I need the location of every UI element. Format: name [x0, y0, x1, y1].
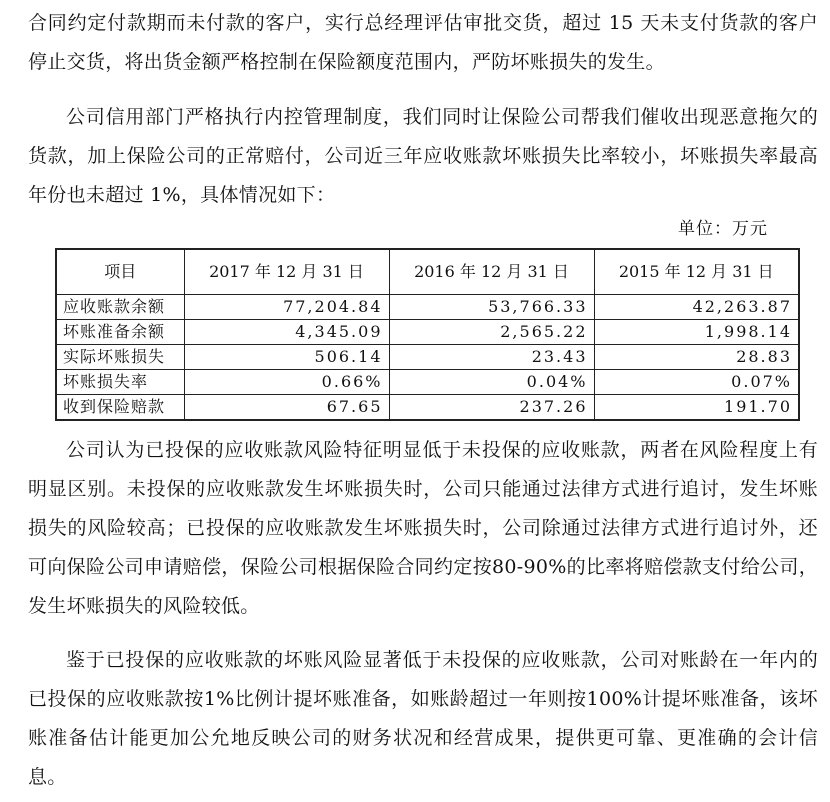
paragraph-2: 公司信用部门严格执行内控管理制度，我们同时让保险公司帮我们催收出现恶意拖欠的货款，加上保险公司的正常赔付，公司近三年应收账款坏账损失比率较小，坏账损失率最高年份也未超过 1%，具体情况如下： [28, 106, 818, 206]
paragraph-3: 公司认为已投保的应收账款风险特征明显低于未投保的应收账款，两者在风险程度上有明显区别。未投保的应收账款发生坏账损失时，公司只能通过法律方式进行追讨，发生坏账损失的风险较高；已投保的应收账款发生坏账损失时，公司除通过法律方式进行追讨外，还可向保险公司申请赔偿，保险公司根据保险合同约定按80-90%的比率将赔偿款支付给公司，发生坏账损失的风险较低。 [28, 439, 818, 617]
cell-2015: 1,998.14 [594, 320, 799, 345]
table-header-row [56, 249, 799, 295]
cell-2017: 0.66% [184, 370, 389, 395]
row-label: 收到保险赔款 [56, 395, 184, 421]
row-label: 应收账款余额 [56, 295, 184, 320]
cell-2016: 2,565.22 [389, 320, 594, 345]
header-2017: 2017 年 12 月 31 日 [184, 249, 389, 295]
cell-2015: 191.70 [594, 395, 799, 421]
cell-2017: 67.65 [184, 395, 389, 421]
table-unit-label: 单位：万元 [678, 219, 768, 239]
cell-2015: 0.07% [594, 370, 799, 395]
cell-2015: 28.83 [594, 345, 799, 370]
table-row [56, 370, 799, 395]
header-2015: 2015 年 12 月 31 日 [594, 249, 799, 295]
row-label: 坏账损失率 [56, 370, 184, 395]
table-row [56, 345, 799, 370]
cell-2016: 237.26 [389, 395, 594, 421]
row-label: 实际坏账损失 [56, 345, 184, 370]
paragraph-1: 合同约定付款期而未付款的客户，实行总经理评估审批交货，超过 15 天未支付货款的客户停止交货，将出货金额严格控制在保险额度范围内，严防坏账损失的发生。 [28, 12, 818, 73]
table-row [56, 395, 799, 421]
cell-2017: 506.14 [184, 345, 389, 370]
cell-2015: 42,263.87 [594, 295, 799, 320]
paragraph-4: 鉴于已投保的应收账款的坏账风险显著低于未投保的应收账款，公司对账龄在一年内的已投保的应收账款按1%比例计提坏账准备，如账龄超过一年则按100%计提坏账准备，该坏账准备估计能更加公允地反映公司的财务状况和经营成果，提供更可靠、更准确的会计信息。 [28, 649, 818, 788]
header-2016: 2016 年 12 月 31 日 [389, 249, 594, 295]
cell-2016: 53,766.33 [389, 295, 594, 320]
cell-2016: 0.04% [389, 370, 594, 395]
cell-2017: 77,204.84 [184, 295, 389, 320]
table-row [56, 320, 799, 345]
table-row [56, 295, 799, 320]
cell-2017: 4,345.09 [184, 320, 389, 345]
header-item: 项目 [56, 249, 184, 295]
cell-2016: 23.43 [389, 345, 594, 370]
row-label: 坏账准备余额 [56, 320, 184, 345]
bad-debt-table [55, 248, 800, 421]
